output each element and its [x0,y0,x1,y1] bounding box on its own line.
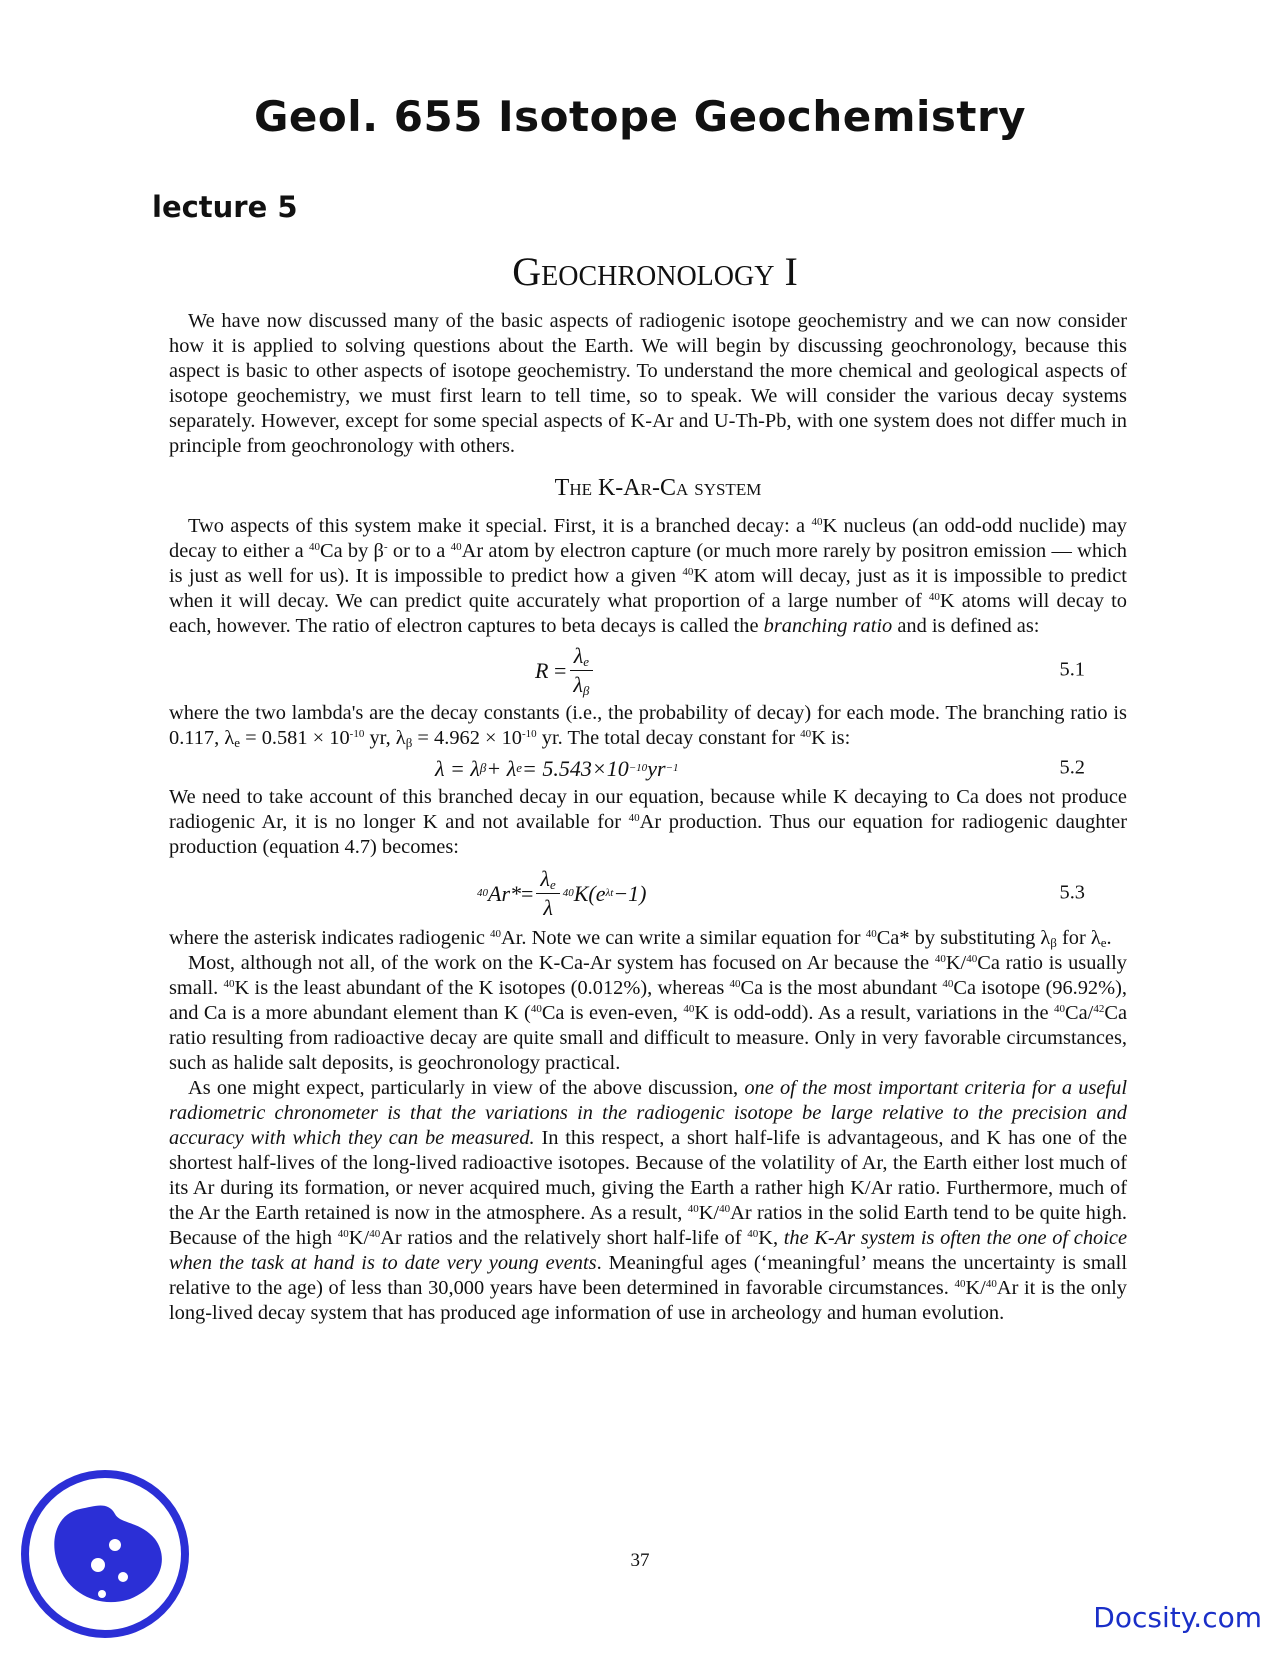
docsity-watermark[interactable]: Docsity.com [1093,1601,1262,1634]
document-body [169,309,1127,1326]
section-heading: The K-Ar-Ca system [554,475,762,501]
equation-number: 5.1 [1059,658,1085,681]
equation-5-1: R = $\frac{\lambda_e}{\lambda_\beta}$ 5.1 [535,642,1085,698]
equation-5-2: λ = λ β + λ e = 5.543×10 −10 yr −1 5.2 [435,755,1085,781]
paragraph-chronometer-criteria: As one might expect, particularly in view of the above discussion, one of the most important criteria for a useful radiometric chronometer is that the variations in the radiogenic isotope be large relative to the precision and accuracy with which they can be measured. In this respect, a short half-life is advantageous, and K has one of the shortest half-lives of the long-lived radioactive isotopes. Because of the volatility of Ar, the Earth either lost much of its Ar during its formation, or never acquired much, giving the Earth a rather high K/Ar ratio. Furthermore, much of the Ar the Earth retained is now in the atmosphere. As a result, $^{40}$K/$^{40}$Ar ratios in the solid Earth tend to be quite high. Because of the high $^{40}$K/$^{40}$Ar ratios and the relatively short half-life of $^{40}$K, the K-Ar system is often the one of choice when the task at hand is to date very young events. Meaningful ages (‘meaningful’ means the uncertainty is small relative to the age) of less than 30,000 years have been determined in favorable circumstances. $^{40}$K/$^{40}$Ar it is the only long-lived decay system that has produced age information of use in archeology and human evolution. [169,1077,1128,1324]
eq1-lhs: R [535,657,549,683]
chapter-title: Geochronology I [512,249,798,294]
paragraph-branched-decay: Two aspects of this system make it special. First, it is a branched decay: a $^{40}$K nucleus (an odd-odd nuclide) may decay to either a $^{40}$Ca by β- or to a $^{40}$Ar atom by electron capture (or much more rarely by positron emission — which is just as well for us). It is impossible to predict how a given $^{40}$K atom will decay, just as it is impossible to predict when it will decay. We can predict quite accurately what proportion of a large number of $^{40}$K atoms will decay to each, however. The ratio of electron captures to beta decays is called the branching ratio and is defined as: [169,515,1127,637]
paragraph-decay-constants: where the two lambda's are the decay constants (i.e., the probability of decay) for each mode. The branching ratio is 0.117, $\lambda_e = 0.581 \times 10^{-10}$ yr, $\lambda_\beta = 4.962 \times 10^{-10}$ yr. The total decay constant for $^{40}$K is: [169,702,1127,750]
paragraph-k-ca-ar: Most, although not all, of the work on the K-Ca-Ar system has focused on Ar because the $^{40}$K/$^{40}$Ca ratio is usually small. $^{40}$K is the least abundant of the K isotopes (0.012%), whereas $^{40}$Ca is the most abundant $^{40}$Ca isotope (96.92%), and Ca is a more abundant element than K ($^{40}$Ca is even-even, $^{40}$K is odd-odd). As a result, variations in the $^{40}$Ca/$^{42}$Ca ratio resulting from radioactive decay are quite small and difficult to measure. Only in very favorable circumstances, such as halide salt deposits, is geochronology practical. [169,952,1128,1074]
paragraph-branched-equation: We need to take account of this branched decay in our equation, because while K decaying to Ca does not produce radiogenic Ar, it is no longer K and not available for $^{40}$Ar production. Thus our equation for radiogenic daughter production (equation 4.7) becomes: [169,786,1127,858]
page-number: 37 [630,1550,650,1571]
intro-paragraph: We have now discussed many of the basic aspects of radiogenic isotope geochemistry and we can now consider how it is applied to solving questions about the Earth. We will begin by discussing geochronology, because this aspect is basic to other aspects of isotope geochemistry. To understand the more chemical and geological aspects of isotope geochemistry, we must first learn to tell time, so to speak. We will consider the various decay systems separately. However, except for some special aspects of K-Ar and U-Th-Pb, with one system does not differ much in principle from geochronology with others. [169,310,1127,457]
paragraph-asterisk: where the asterisk indicates radiogenic $^{40}$Ar. Note we can write a similar equation for $^{40}$Ca* by substituting $\lambda_\beta$ for $\lambda_e$. [169,927,1112,950]
branching-ratio-term: branching ratio [763,615,893,637]
equation-number: 5.2 [1059,756,1085,779]
lecture-label: lecture 5 [152,190,298,224]
equation-number: 5.3 [1059,881,1085,904]
equation-5-3: 40 Ar* = $\frac{\lambda_e}{\lambda}$ 40 K(e λt −1) 5.3 [477,865,1085,920]
course-title: Geol. 655 Isotope Geochemistry [253,92,1027,141]
